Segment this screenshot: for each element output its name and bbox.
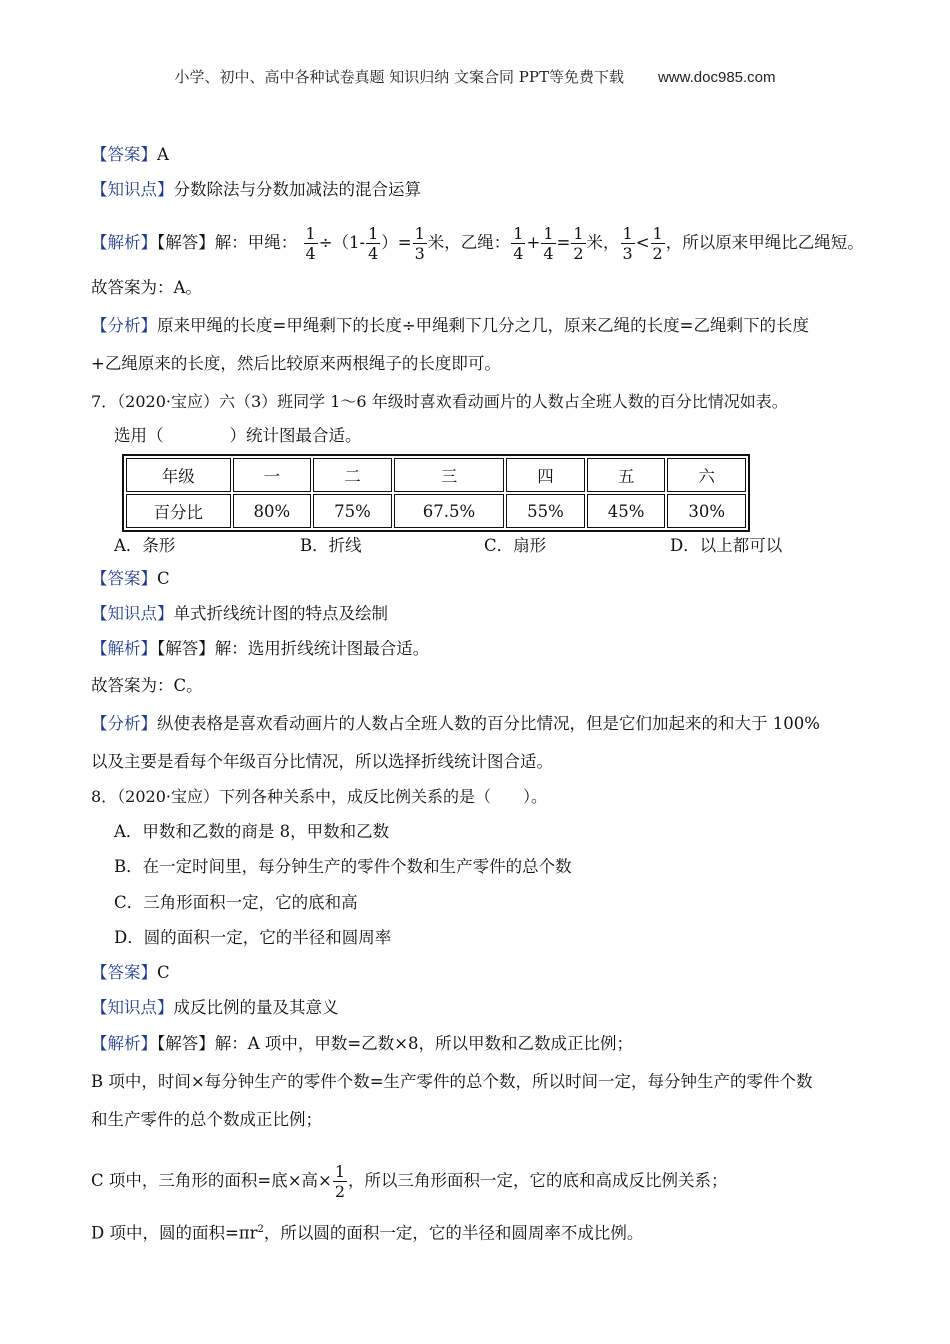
fraction: $\frac{1}{4}$ xyxy=(305,224,316,263)
q8-option-c: C．三角形面积一定，它的底和高 xyxy=(114,893,358,912)
solve-tag: 【解答】 xyxy=(157,1034,215,1053)
q8-option-d: D．圆的面积一定，它的半径和圆周率 xyxy=(114,928,392,947)
table-header-row xyxy=(126,458,746,492)
answer-tag: 【答案】 xyxy=(91,963,157,982)
knowledge-tag: 【知识点】 xyxy=(91,180,174,199)
fraction: $\frac{1}{4}$ xyxy=(513,224,524,263)
page-header xyxy=(0,66,950,87)
q7-stem-2: 选用（ ）统计图最合适。 xyxy=(114,426,362,445)
solve-tag: 【解答】 xyxy=(157,639,215,658)
table-cell: 45% xyxy=(587,494,666,528)
superscript: 2 xyxy=(257,1224,264,1235)
q8-solution-b-cont: 和生产零件的总个数成正比例； xyxy=(91,1110,322,1129)
q6-knowledge xyxy=(91,178,421,202)
q7-conclusion: 故答案为：C。 xyxy=(91,676,203,695)
knowledge-tag: 【知识点】 xyxy=(91,604,174,623)
q8-knowledge xyxy=(91,996,339,1020)
q6-fenxi xyxy=(91,314,809,338)
q7-fenxi-cont: 以及主要是看每个年级百分比情况，所以选择折线统计图合适。 xyxy=(91,752,553,771)
fenxi-text: 原来甲绳的长度=甲绳剩下的长度÷甲绳剩下几分之几，原来乙绳的长度=乙绳剩下的长度 xyxy=(157,316,809,335)
q8-solution-c xyxy=(91,1162,728,1201)
q7-answer xyxy=(91,567,170,591)
q8-option-a: A．甲数和乙数的商是 8，甲数和乙数 xyxy=(114,822,390,841)
q6-solution xyxy=(91,224,864,263)
fraction: $\frac{1}{2}$ xyxy=(334,1162,346,1201)
q7-solution xyxy=(91,637,429,661)
header-site[interactable]: www.doc985.com xyxy=(657,69,776,86)
table-cell: 三 xyxy=(394,458,505,492)
solve-text: D 项中，圆的面积=πr xyxy=(91,1223,258,1243)
solve-text: ）= xyxy=(381,233,412,252)
q6-conclusion: 故答案为：A。 xyxy=(91,278,202,297)
solve-text: 解：A 项中，甲数=乙数×8，所以甲数和乙数成正比例； xyxy=(214,1034,634,1053)
header-text: 小学、初中、高中各种试卷真题 知识归纳 文案合同 PPT等免费下载 xyxy=(174,68,624,86)
solve-text: ÷（1- xyxy=(318,233,366,252)
table-row xyxy=(126,494,746,528)
solve-text: ，所以原来甲绳比乙绳短。 xyxy=(665,233,864,252)
knowledge-text: 成反比例的量及其意义 xyxy=(173,998,339,1017)
knowledge-text: 分数除法与分数加减法的混合运算 xyxy=(173,180,421,199)
table-cell: 年级 xyxy=(126,458,231,492)
fraction: $\frac{1}{3}$ xyxy=(414,224,425,263)
knowledge-text: 单式折线统计图的特点及绘制 xyxy=(173,604,388,623)
q7-data-table xyxy=(122,454,750,532)
solve-text: 解：选用折线统计图最合适。 xyxy=(214,639,430,658)
table-cell: 75% xyxy=(313,494,392,528)
fraction: $\frac{1}{2}$ xyxy=(652,224,663,263)
solve-text: 米， xyxy=(586,233,620,252)
solve-text: = xyxy=(556,233,571,252)
q8-stem: 8．（2020·宝应）下列各种关系中，成反比例关系的是（ ）。 xyxy=(91,787,547,806)
solve-tag: 【解答】 xyxy=(157,233,215,252)
fraction: $\frac{1}{2}$ xyxy=(573,224,584,263)
option-a: A．条形 xyxy=(114,536,176,555)
analysis-tag: 【解析】 xyxy=(91,233,157,252)
option-c: C．扇形 xyxy=(484,536,547,555)
answer-value: C xyxy=(157,963,170,982)
solve-text: < xyxy=(635,233,650,252)
analysis-tag: 【解析】 xyxy=(91,1034,157,1053)
q8-solution xyxy=(91,1032,633,1056)
fenxi-tag: 【分析】 xyxy=(91,714,157,733)
fenxi-tag: 【分析】 xyxy=(91,316,157,335)
fraction: $\frac{1}{3}$ xyxy=(622,224,633,263)
table-cell: 百分比 xyxy=(126,494,231,528)
solve-text: 米，乙绳： xyxy=(427,233,511,252)
option-b: B．折线 xyxy=(300,536,362,555)
table-cell: 30% xyxy=(667,494,746,528)
table-cell: 五 xyxy=(587,458,666,492)
q8-solution-d xyxy=(91,1218,643,1246)
q7-fenxi xyxy=(91,712,820,736)
q6-fenxi-cont: +乙绳原来的长度，然后比较原来两根绳子的长度即可。 xyxy=(91,354,501,373)
fenxi-text: 纵使表格是喜欢看动画片的人数占全班人数的百分比情况，但是它们加起来的和大于 100% xyxy=(157,714,820,733)
table-cell: 六 xyxy=(667,458,746,492)
table-cell: 四 xyxy=(506,458,585,492)
solve-text: + xyxy=(526,233,541,252)
table-cell: 55% xyxy=(506,494,585,528)
solve-text: 解：甲绳： xyxy=(214,233,298,252)
solve-text: ，所以三角形面积一定，它的底和高成反比例关系； xyxy=(348,1171,728,1190)
q8-option-b: B．在一定时间里，每分钟生产的零件个数和生产零件的总个数 xyxy=(114,857,572,876)
q7-stem: 7．（2020·宝应）六（3）班同学 1～6 年级时喜欢看动画片的人数占全班人数的百分比情况如表。 xyxy=(91,392,788,411)
analysis-tag: 【解析】 xyxy=(91,639,157,658)
answer-value: A xyxy=(157,145,169,164)
q6-answer xyxy=(91,143,169,167)
knowledge-tag: 【知识点】 xyxy=(91,998,174,1017)
table-cell: 80% xyxy=(233,494,312,528)
answer-value: C xyxy=(157,569,170,588)
answer-tag: 【答案】 xyxy=(91,145,157,164)
table-cell: 67.5% xyxy=(394,494,505,528)
table-cell: 二 xyxy=(313,458,392,492)
table-cell: 一 xyxy=(233,458,312,492)
q8-solution-b: B 项中，时间×每分钟生产的零件个数=生产零件的总个数，所以时间一定，每分钟生产的零件个数 xyxy=(91,1072,813,1091)
fraction: $\frac{1}{4}$ xyxy=(368,224,379,263)
q7-knowledge xyxy=(91,602,388,626)
solve-text: ，所以圆的面积一定，它的半径和圆周率不成比例。 xyxy=(263,1223,644,1243)
option-d: D．以上都可以 xyxy=(670,536,783,555)
answer-tag: 【答案】 xyxy=(91,569,157,588)
fraction: $\frac{1}{4}$ xyxy=(543,224,554,263)
q8-answer xyxy=(91,961,170,985)
solve-text: C 项中，三角形的面积=底×高× xyxy=(91,1171,332,1190)
